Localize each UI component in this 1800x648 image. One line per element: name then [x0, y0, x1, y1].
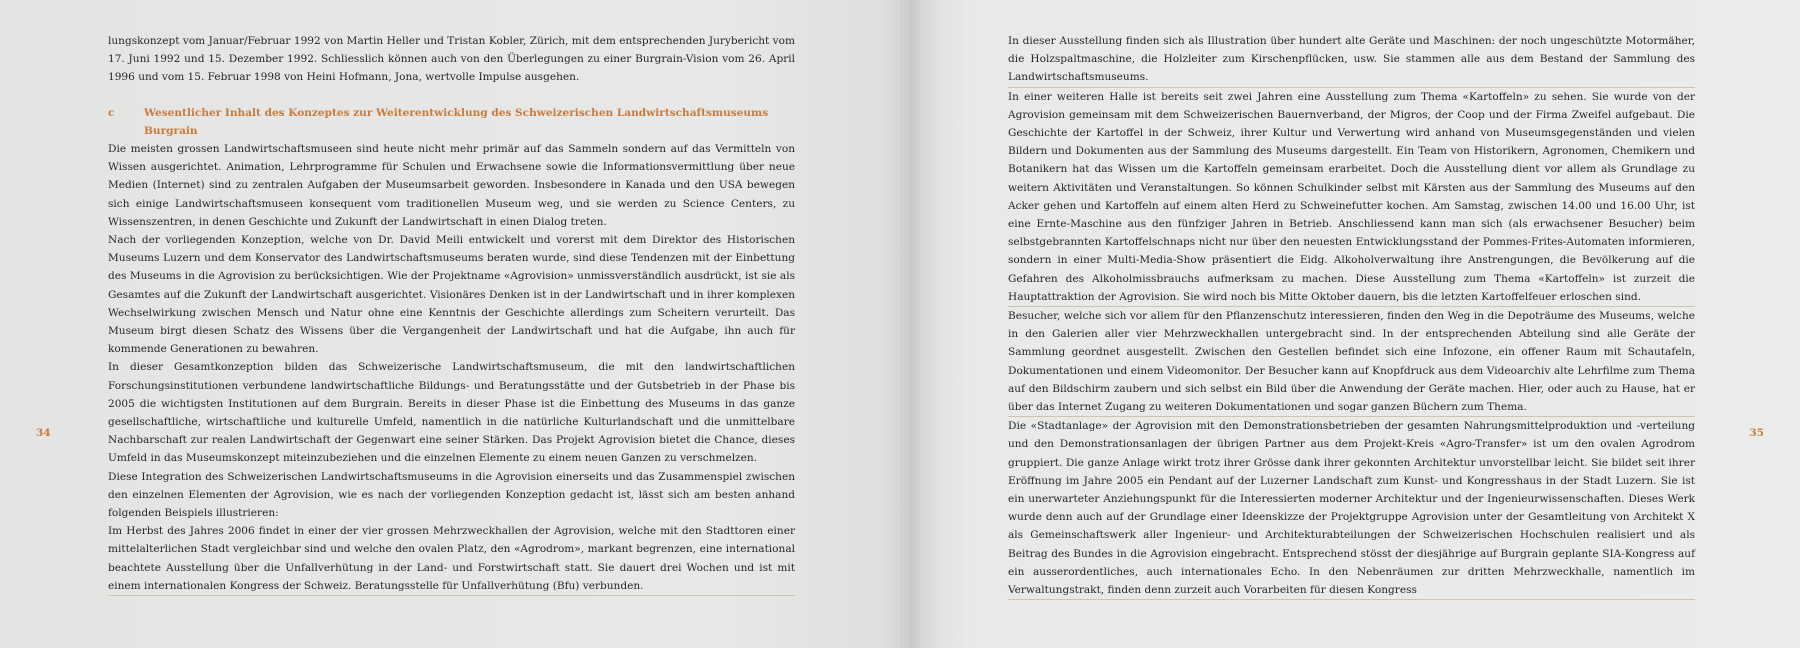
body-paragraph: Nach der vorliegenden Konzeption, welche von Dr. David Meili entwickelt und vorerst mit dem Direktor des Historischen Museums Luzern und dem Konservator des Landwirtschaftsmuseums beraten wurde, sind diese Tendenzen mit der Einbettung des Museums in die Agrovision zu berücksichtigen. Wie der Projektname «Agrovision» unmissverständlich ausdrückt, ist sie als Gesamtes auf die Zukunft der Landwirtschaft ausgerichtet. Visionäres Denken ist in der Landwirtschaft und in ihrer komplexen Wechselwirkung zwischen Mensch und Natur ohne eine Kenntnis der Geschichte allerdings zum Scheitern verurteilt. Das Museum birgt diesen Schatz des Wissens über die Vergangenheit der Landwirtschaft und hat die Aufgabe, ihn auch für kommende Generationen zu bewahren. [108, 234, 795, 356]
section-heading [108, 104, 795, 140]
body-paragraph: Besucher, welche sich vor allem für den Pflanzenschutz interessieren, finden den Weg in die Depoträume des Museums, welche in den Galerien aller vier Mehrzweckhallen untergebracht sind. In der entsprechenden Abteilung sind alle Geräte der Sammlung geordnet ausgestellt. Zwischen den Gestellen befindet sich eine Infozone, ein offener Raum mit Schautafeln, Dokumentationen und einem Videomonitor. Der Besucher kann auf Knopfdruck aus dem Videoarchiv alte Lehrfilme zum Thema auf den Bildschirm zaubern und sich selbst ein Bild über die Anwendung der Geräte machen. Hier, oder auch zu Hause, hat er über das Internet Zugang zu weiteren Dokumentationen und sogar ganzen Büchern zum Thema. [1008, 307, 1695, 417]
section-letter: c [108, 106, 115, 119]
body-paragraph: Diese Integration des Schweizerischen Landwirtschaftsmuseums in die Agrovision einerseits und das Zusammenspiel zwischen den einzelnen Elementen der Agrovision, wie es nach der vorliegenden Konzeption gedacht ist, lässt sich am besten anhand folgenden Beispiels illustrieren: [108, 470, 795, 520]
body-paragraph: Im Herbst des Jahres 2006 findet in einer der vier grossen Mehrzweckhallen der Agrovision, welche mit den Stadttoren einer mittelalterlichen Stadt vergleichbar sind und welche den ovalen Platz, den «Agrodrom», markant begrenzen, eine international beachtete Ausstellung über die Unfallverhütung in der Land- und Forstwirtschaft statt. Sie dauert drei Wochen und ist mit einem internationalen Kongress der Schweiz. Beratungsstelle für Unfallverhütung (Bfu) verbunden. [108, 522, 795, 596]
book-gutter [880, 0, 940, 648]
body-paragraph: In dieser Gesamtkonzeption bilden das Schweizerische Landwirtschaftsmuseum, die mit den landwirtschaftlichen Forschungsinstitutionen verbundene landwirtschaftliche Bildungs- und Beratungsstätte und der Gutsbetrieb in der Phase bis 2005 die wichtigsten Institutionen auf dem Burgrain. Bereits in dieser Phase ist die Einbettung des Museums in das ganze gesellschaftliche, wirtschaftliche und kulturelle Umfeld, namentlich in die natürliche Kulturlandschaft und die unmittelbare Nachbarschaft zur realen Landwirtschaft der Gegenwart eine seiner Stärken. Das Projekt Agrovision bietet die Chance, dieses Umfeld in das Museumskonzept miteinzubeziehen und die einzelnen Elemente zu einem neuen Ganzen zu verschmelzen. [108, 361, 795, 465]
right-page [900, 0, 1800, 648]
page-number-right: 35 [1749, 427, 1764, 439]
body-paragraph: In einer weiteren Halle ist bereits seit zwei Jahren eine Ausstellung zum Thema «Kartoffeln» zu sehen. Sie wurde von der Agrovision gemeinsam mit dem Schweizerischen Bauernverband, der Migros, der Coop und der Firma Zweifel aufgebaut. Die Geschichte der Kartoffel in der Schweiz, ihrer Kultur und Verwertung wird anhand von Museumsgegenständen und vielen Bildern und Dokumenten aus der Sammlung des Museums dargestellt. Ein Team von Historikern, Agronomen, Chemikern und Botanikern hat das Wissen um die Kartoffeln gemeinsam erarbeitet. Doch die Ausstellung dient vor allem als Grundlage zu weitern Aktivitäten und Veranstaltungen. So können Schulkinder selbst mit Kärsten aus der Sammlung des Museums auf den Acker gehen und Kartoffeln auf einem alten Herd zu Schweinefutter kochen. Am Samstag, zwischen 14.00 und 16.00 Uhr, ist eine Ernte-Maschine aus den fünfziger Jahren in Betrieb. Anschliessend kann man sich (als erwachsener Besucher) beim selbstgebrannten Kartoffelschnaps nicht nur über den neuesten Entwicklungsstand der Pommes-Frites-Automaten informieren, sondern in einer Multi-Media-Show präsentiert die Eidg. Alkoholverwaltung ihre Anstrengungen, die Bevölkerung auf die Gefahren des Alkoholmissbrauchs aufmerksam zu machen. Diese Ausstellung zum Thema «Kartoffeln» ist zurzeit die Hauptattraktion der Agrovision. Sie wird noch bis Mitte Oktober dauern, bis die letzten Kartoffelfeuer erloschen sind. [1008, 88, 1695, 307]
section-title: Wesentlicher Inhalt des Konzeptes zur Weiterentwicklung des Schweizerischen Landwirtschaftsmuseums Burgrain [144, 106, 769, 137]
body-paragraph: Die «Stadtanlage» der Agrovision mit den Demonstrationsbetrieben der gesamten Nahrungsmittelproduktion und -verteilung und den Demonstrationsanlagen der übrigen Partner aus dem Projekt-Kreis «Agro-Transfer» ist um den ovalen Agrodrom gruppiert. Die ganze Anlage wirkt trotz ihrer Grösse dank ihrer gekonnten Architektur unvorstellbar leicht. Sie bildet seit ihrer Eröffnung im Jahre 2005 ein Pendant auf der Luzerner Landschaft zum Kunst- und Kongresshaus in der Stadt Luzern. Sie ist ein unerwarteter Anziehungspunkt für die Interessierten moderner Architektur und der Ingenieurwissenschaften. Dieses Werk wurde denn auch auf der Grundlage einer Ideenskizze der Projektgruppe Agrovision unter der Gesamtleitung von Architekt X als Gemeinschaftswerk aller Ingenieur- und Architekturabteilungen der Schweizerischen Hochschulen realisiert und als Beitrag des Bundes in die Agrovision eingebracht. Entsprechend stösst der diesjährige auf Burgrain geplante SIA-Kongress auf ein ausserordentliches, auch internationales Echo. In den Nebenräumen zur dritten Mehrzweckhalle, namentlich im Verwaltungstrakt, finden denn zurzeit auch Vorarbeiten für diesen Kongress [1008, 417, 1695, 600]
intro-paragraph: lungskonzept vom Januar/Februar 1992 von Martin Heller und Tristan Kobler, Zürich, mit dem entsprechenden Jurybericht vom 17. Juni 1992 und 15. Dezember 1992. Schliesslich können auch von den Überlegungen zu einer Burgrain-Vision vom 26. April 1996 und vom 15. Februar 1998 von Heini Hofmann, Jona, wertvolle Impulse ausgehen. [108, 35, 795, 84]
page-number-left: 34 [36, 427, 51, 439]
body-paragraph: In dieser Ausstellung finden sich als Illustration über hundert alte Geräte und Maschinen: der noch ungeschützte Motormäher, die Holzspaltmaschine, die Holzleiter zum Kirschenpflücken, usw. Sie stammen alle aus dem Bestand der Sammlung des Landwirtschaftsmuseums. [1008, 32, 1695, 88]
right-text-column [1008, 32, 1695, 600]
body-paragraph: Die meisten grossen Landwirtschaftsmuseen sind heute nicht mehr primär auf das Sammeln sondern auf das Vermitteln von Wissen ausgerichtet. Animation, Lehrprogramme für Schulen und Erwachsene sowie die Informationsvermittlung über neue Medien (Internet) sind zu zentralen Aufgaben der Museumsarbeit geworden. Insbesondere in Kanada und den USA bewegen sich einige Landwirtschaftsmuseen konsequent vom traditionellen Museum weg, und sie werden zu Science Centers, zu Wissenszentren, in denen Geschichte und Zukunft der Landwirtschaft in einen Dialog treten. [108, 143, 795, 228]
left-text-column [108, 32, 795, 596]
